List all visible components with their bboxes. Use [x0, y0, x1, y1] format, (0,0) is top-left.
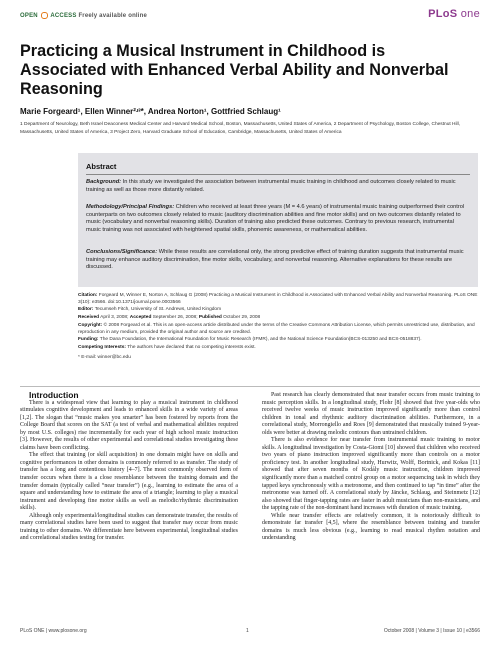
copyright-label: Copyright: [78, 323, 103, 328]
editor-text: Tecumseh Fitch, University of St. Andrews, United Kingdom [94, 307, 222, 312]
body-paragraph: There is also evidence for near transfer from instrumental music training to motor skills. A longitudinal investigation by Costa-Giomi [10] showed that children who received two years of piano instruction improved significantly more than controls on a motor proficiency test. In another longitudinal study, Hurwitz, Wolff, Bortnick, and Kokas [11] showed that after seven months of Kodály music instruction, children improved significantly more than a matched control group on a motor sequencing task in which they tapped keys synchronously with a metronome, and then continued to tap “in time” after the metronome was turned off. A correlational study by Jäncke, Schlaug, and Steinmetz [12] also showed that finger-tapping rates are faster in adult musicians than non-musicians, and the tapping rate of the non-dominant hand increases with duration of music training. [262, 437, 480, 512]
abstract-heading: Abstract [86, 162, 117, 171]
abstract-methods [86, 204, 470, 235]
accepted-date: September 26, 2008; [152, 315, 198, 320]
conclusions-text: While these results are correlational only, the strong predictive effect of training duration suggests that instrumental music training may enhance auditory discrimination, fine motor skills, vocabulary, and nonverbal reasoning. Alternative explanations for these results are discussed. [86, 249, 464, 271]
abstract-divider [86, 174, 470, 175]
introduction-column-left [20, 392, 238, 543]
journal-header [20, 8, 480, 26]
affiliations: 1 Department of Neurology, Beth Israel Deaconess Medical Center and Harvard Medical School, Boston, Massachusetts, United States of America, 2 Department of Psychology, Boston College, Chestnut Hill, Massachusetts, United States of America, 3 Project Zero, Harvard Graduate School of Education, Cambridge, Massachusetts, United States of America [20, 122, 461, 135]
open-access-lock-icon [41, 12, 48, 19]
editor-block [78, 307, 478, 314]
email-text: * E-mail: winner@bc.edu [78, 355, 131, 360]
competing-interests-block [78, 345, 478, 352]
page-number: 1 [246, 628, 249, 634]
published-date: October 29, 2008 [223, 315, 261, 320]
article-title: Practicing a Musical Instrument in Childhood is Associated with Enhanced Verbal Ability and Nonverbal Reasoning [20, 42, 449, 98]
introduction-heading: Introduction [29, 390, 79, 400]
conclusions-label: Conclusions/Significance: [86, 249, 158, 255]
footer-issue: October 2008 | Volume 3 | Issue 10 | e3566 [383, 628, 480, 634]
received-label: Received [78, 315, 100, 320]
methods-text: Children who received at least three years (M = 4.6 years) of instrumental music training outperformed their control counterparts on two outcomes closely related to music (auditory discrimination abilities and fine motor skills) and on two outcomes distantly related to music (vocabulary and nonverbal reasoning skills). Duration of training also predicted these outcomes. Contrary to previous research, instrumental music training was not associated with heightened spatial skills, phonemic awareness, or mathematical abilities. [86, 204, 465, 234]
copyright-block [78, 323, 478, 336]
copyright-text: © 2008 Forgeard et al. This is an open-access article distributed under the terms of the Creative Commons Attribution License, which permits unrestricted use, distribution, and reproduction in any medium, provided the original author and source are credited. [78, 323, 475, 335]
methods-label: Methodology/Principal Findings: [86, 204, 175, 210]
background-text: In this study we investigated the association between instrumental music training in childhood and outcomes closely related to music training as well as those more distantly related. [86, 179, 456, 193]
author-list: Marie Forgeard¹, Ellen Winner²ʴ³*, Andrea Norton¹, Gottfried Schlaug¹ [20, 107, 281, 116]
open-access-badge [20, 12, 147, 19]
background-label: Background: [86, 179, 122, 185]
dates-block [78, 315, 478, 322]
editor-label: Editor: [78, 307, 94, 312]
body-divider [20, 386, 480, 387]
logo-plos-text: PLoS [428, 8, 458, 20]
funding-label: Funding: [78, 337, 99, 342]
freely-available-label: Freely available online [78, 13, 148, 20]
citation-text: Forgeard M, Winner E, Norton A, Schlaug G (2008) Practicing a Musical Instrument in Childhood is Associated with Enhanced Verbal Ability and Nonverbal Reasoning. PLoS ONE 3(10): e3566. doi:10.1371/journal.pone.0003566 [78, 293, 478, 305]
footer-journal: PLoS ONE | www.plosone.org [20, 628, 87, 634]
received-date: April 3, 2008; [100, 315, 129, 320]
access-label: ACCESS [50, 13, 77, 20]
abstract-conclusions [86, 249, 470, 272]
abstract-background [86, 179, 470, 194]
logo-one-text: one [460, 8, 480, 20]
citation-block [78, 293, 478, 306]
body-paragraph: While near transfer effects are relatively common, it is notoriously difficult to demonstrate far transfer [4,5], where the resemblance between training and transfer domains is much less obvious (e.g., learning to read musical rhythm notation and understanding [262, 512, 480, 542]
funding-text: The Dana Foundation, the International Foundation for Music Research (IFMR), and the National Science Foundation(BCS-013250 and BCS-0518837). [99, 337, 422, 342]
body-paragraph: There is a widespread view that learning to play a musical instrument in childhood stimulates cognitive development and leads to enhanced skills in a wide variety of areas [1,2]. The slogan that “music makes you smarter” has been fostered by reports from the College Board that scores on the SAT (a test of verbal and mathematical abilities required by most U.S. colleges) rise incrementally for each year of high school music instruction [3]. However, the results of other experimental and correlational studies investigating these claims have been conflicting. [20, 399, 238, 451]
open-label: OPEN [20, 13, 38, 20]
competing-interests-text: The authors have declared that no competing interests exist. [127, 345, 256, 350]
abstract-box [78, 153, 478, 287]
citation-label: Citation: [78, 293, 98, 298]
funding-block [78, 337, 478, 344]
published-label: Published [198, 315, 222, 320]
competing-interests-label: Competing Interests: [78, 345, 126, 350]
body-paragraph: Past research has clearly demonstrated that near transfer occurs from music training to music perception skills. In a longitudinal study, Flohr [8] showed that five year-olds who received twelve weeks of music instruction improved significantly more than control children in tonal and rhythmic auditory discrimination abilities. Furthermore, in a correlational study, Morrongiello and Roes [9] demonstrated that musically trained 9-year-olds were better at drawing melodic contours than untrained children. [262, 392, 480, 436]
email-block [78, 355, 478, 362]
body-paragraph: Although only experimental/longitudinal studies can demonstrate transfer, the results of many correlational studies have been used to suggest that transfer may occur from music training to other domains. We differentiate here between experimental, longitudinal studies and correlational studies testing for transfer. [20, 512, 238, 542]
accepted-label: Accepted [129, 315, 152, 320]
introduction-column-right [262, 392, 480, 543]
plos-one-logo [428, 8, 480, 20]
body-paragraph: The effect that training (or skill acquisition) in one domain might have on skills and cognitive performances in other domains is commonly referred to as transfer. The study of transfer has a long and contentious history [4–7]. The most commonly observed form of transfer occurs when there is a close resemblance between the training domain and the transfer domain (typically called “near transfer”) (e.g., learning to estimate the area of a square and understanding how to estimate the area of a triangle; learning to play a musical instrument and developing fine motor skills as well as melodic/rhythmic discrimination skills). [20, 452, 238, 512]
